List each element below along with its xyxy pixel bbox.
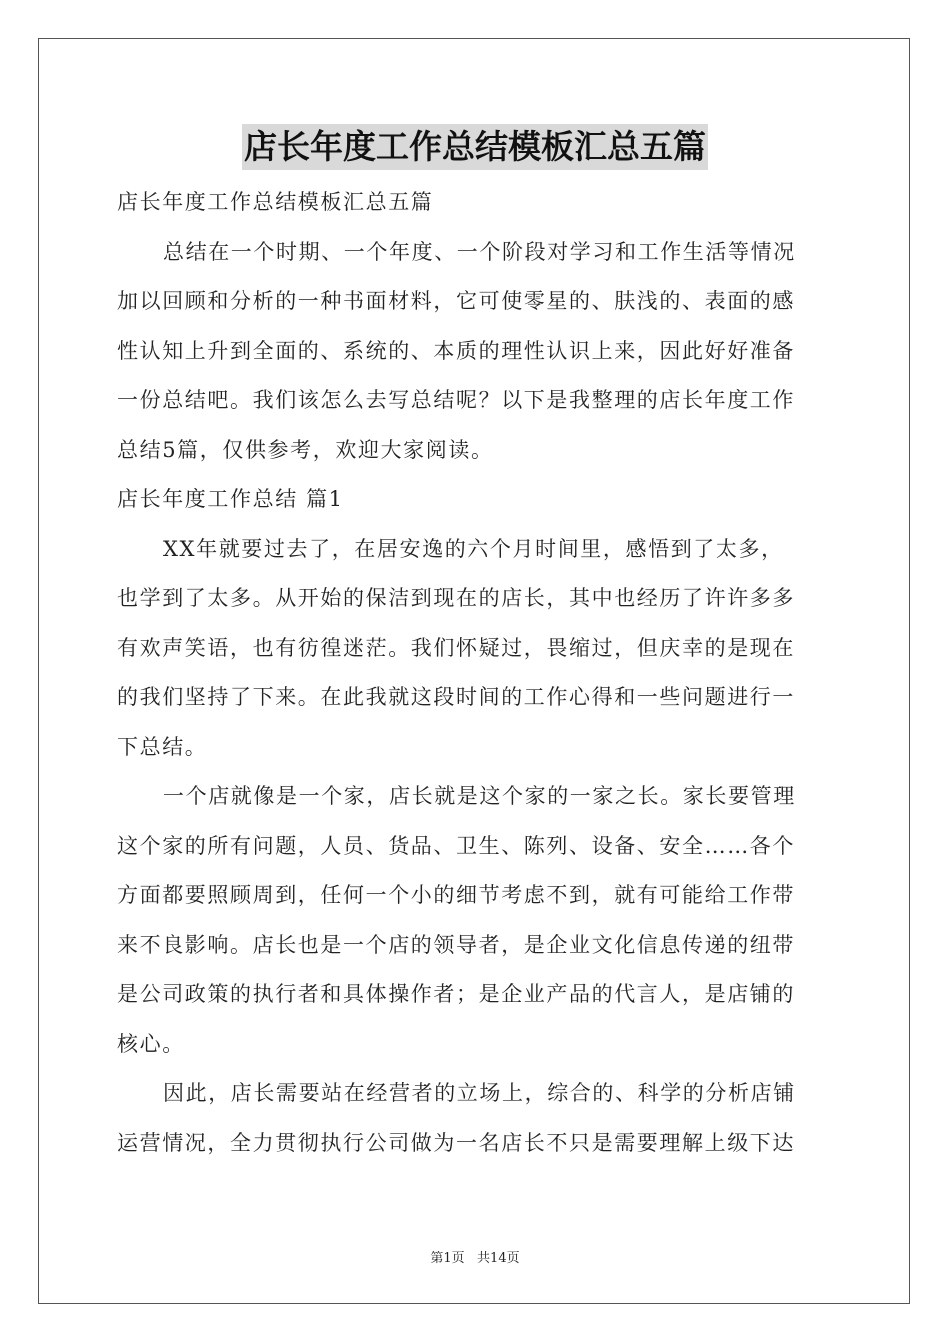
text-line: 来不良影响。店长也是一个店的领导者，是企业文化信息传递的纽带 (117, 932, 795, 957)
text-line: 下总结。 (117, 734, 208, 759)
text-line: 性认知上升到全面的、系统的、本质的理性认识上来，因此好好准备 (117, 338, 795, 363)
text-line: 一份总结吧。我们该怎么去写总结呢？以下是我整理的店长年度工作 (117, 388, 795, 412)
text-line: 一个店就像是一个家，店长就是这个家的一家之长。家长要管理 (163, 784, 796, 808)
text-line: 是公司政策的执行者和具体操作者；是企业产品的代言人，是店铺的 (117, 982, 795, 1006)
document-body (117, 178, 833, 1168)
page-number: 第1页 共14页 (430, 1251, 520, 1266)
document-title: 店长年度工作总结模板汇总五篇 (242, 124, 708, 170)
text-line: 方面都要照顾周到，任何一个小的细节考虑不到，就有可能给工作带 (117, 883, 795, 907)
title-container (0, 124, 950, 170)
text-line: 店长年度工作总结 篇1 (117, 487, 344, 511)
text-line: XX年就要过去了，在居安逸的六个月时间里，感悟到了太多， (163, 536, 784, 561)
text-line: 运营情况，全力贯彻执行公司做为一名店长不只是需要理解上级下达 (117, 1130, 795, 1155)
text-line: 总结5篇，仅供参考，欢迎大家阅读。 (117, 437, 494, 462)
page-footer (0, 1247, 950, 1266)
text-line: 总结在一个时期、一个年度、一个阶段对学习和工作生活等情况 (163, 239, 796, 264)
text-line: 有欢声笑语，也有彷徨迷茫。我们怀疑过，畏缩过，但庆幸的是现在 (117, 635, 795, 660)
text-line: 因此，店长需要站在经营者的立场上，综合的、科学的分析店铺 (163, 1081, 796, 1105)
text-line: 加以回顾和分析的一种书面材料，它可使零星的、肤浅的、表面的感 (117, 289, 795, 313)
text-line: 店长年度工作总结模板汇总五篇 (117, 190, 434, 214)
text-line: 这个家的所有问题，人员、货品、卫生、陈列、设备、安全……各个 (117, 833, 795, 858)
text-line: 的我们坚持了下来。在此我就这段时间的工作心得和一些问题进行一 (117, 685, 795, 709)
text-line: 也学到了太多。从开始的保洁到现在的店长，其中也经历了许许多多 (117, 586, 795, 610)
text-line: 核心。 (117, 1031, 185, 1056)
